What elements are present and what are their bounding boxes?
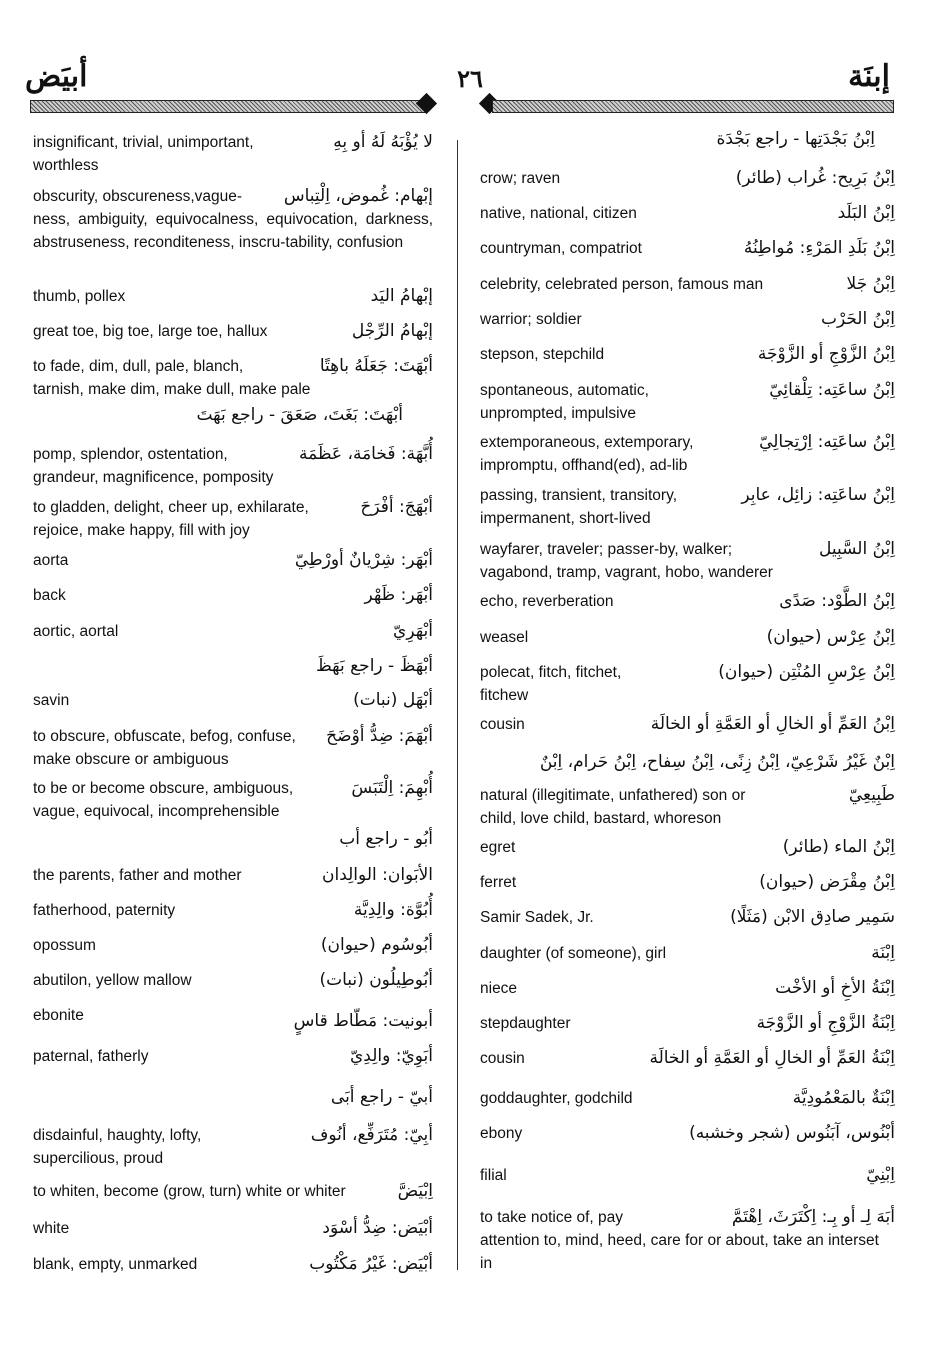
entry-arabic: أُبْهِمَ: اِلْتَبَسَ [351,778,433,798]
entry-arabic: أبْهَر: شِرْيانٌ أورْطِيّ [294,550,433,570]
entry-arabic: اِبْنَةُ الأخِ أو الأخْت [775,978,895,998]
entry-arabic: أبْهَتَ: بَغَتَ، صَعَقَ - راجع بَهَتَ [196,405,403,425]
entry-english: daughter (of someone), girl [480,945,667,962]
entry-english-cont: unprompted, impulsive [480,405,636,422]
entry-english: stepdaughter [480,1015,571,1032]
entry-arabic: أبْهَل (نبات) [353,690,433,710]
entry-arabic: إبْهامُ الرِّجْل [351,321,433,341]
header-rule-right [492,100,894,113]
entry-arabic: اِبْنُ ساعَتِه: اِرْتِجالِيّ [759,432,895,452]
entry-arabic: أبْيَض: ضِدُّ أسْوَد [322,1218,433,1238]
entry-english-cont: vagabond, tramp, vagrant, hobo, wanderer [480,564,773,581]
entry-english: white [33,1220,70,1237]
entry-english: fatherhood, paternity [33,902,176,919]
entry-english: egret [480,839,516,856]
entry-english-cont: attention to, mind, heed, care for or about, take an interset in [480,1232,879,1272]
entry-arabic: اِبْنُ بَلَدِ المَرْءِ: مُواطِنُهُ [743,238,895,258]
entry-english: aortic, aortal [33,623,119,640]
entry-english: Samir Sadek, Jr. [480,909,594,926]
entry-english: goddaughter, godchild [480,1090,633,1107]
entry-english-cont: impermanent, short-lived [480,510,651,527]
entry-arabic: أبْهَظَ - راجع بَهَظَ [316,656,433,676]
entry-english: the parents, father and mother [33,867,242,884]
entry-arabic: أبْهَرِيّ [393,621,433,641]
entry-arabic: أبُوطِيلُون (نبات) [319,970,433,990]
entry-english-cont: worthless [33,157,99,174]
entry-arabic: اِبْنَةُ الزَّوْجِ أو الزَّوْجَة [756,1013,895,1033]
entry-english: echo, reverberation [480,593,614,610]
entry-arabic: أبيّ - راجع أبَى [330,1087,433,1107]
entry-english: extemporaneous, extemporary, [480,434,694,451]
entry-english: pomp, splendor, ostentation, [33,446,228,463]
entry-english-cont: child, love child, bastard, whoreson [480,810,722,827]
entry-english: disdainful, haughty, lofty, [33,1127,202,1144]
column-divider [457,140,458,1270]
entry-english: ferret [480,874,517,891]
entry-english: to take notice of, pay [480,1209,624,1226]
entry-english: insignificant, trivial, unimportant, [33,134,254,151]
entry-arabic: أبُو - راجع أب [339,829,433,849]
entry-english: to whiten, become (grow, turn) white or whiter [33,1183,346,1200]
entry-english: polecat, fitch, fitchet, [480,664,622,681]
entry-arabic: اِبْنُ ساعَتِه: زائِل، عابِر [741,485,895,505]
header-word-right: إبنَة [848,59,890,94]
entry-arabic: إبْهامُ اليَد [370,286,433,306]
entry-arabic: اِبْنُ بَجْدَتِها - راجع بَجْدَة [716,129,875,149]
entry-arabic: أبْهَتَ: جَعَلَهُ باهِتًا [319,356,433,376]
header-word-left: أبيَض [25,59,88,94]
entry-arabic: أبونيت: مَطّاط قاسٍ [293,1011,433,1031]
entry-english: cousin [480,716,525,733]
entry-arabic: اِبْنُ البَلَد [837,203,895,223]
entry-english-cont: make obscure or ambiguous [33,751,229,768]
entry-arabic: اِبْنَةٌ بالمَعْمُودِيَّة [792,1088,895,1108]
entry-english-cont: tarnish, make dim, make dull, make pale [33,381,311,398]
entry-arabic: إبْهام: غُموض، اِلْتِباس [283,186,433,206]
entry-arabic: أبِيّ: مُتَرَفِّع، أنُوف [310,1125,433,1145]
entry-english: spontaneous, automatic, [480,382,649,399]
entry-arabic: اِبْنُ العَمِّ أو الخالِ أو العَمَّةِ أو الخالَة [650,714,895,734]
entry-arabic: طَبِيعِيّ [848,785,895,805]
entry-arabic: اِبْنُ جَلا [846,274,895,294]
entry-arabic: اِبْنُ الزَّوْجِ أو الزَّوْجَة [757,344,895,364]
entry-english: to fade, dim, dull, pale, blanch, [33,358,244,375]
entry-arabic: أُبَّهَة: فَخامَة، عَظَمَة [299,444,433,464]
entry-arabic: أبْهَجَ: أفْرَحَ [360,497,433,517]
entry-english: cousin [480,1050,525,1067]
entry-english: thumb, pollex [33,288,126,305]
entry-arabic: اِبْيَضَّ [397,1181,433,1201]
entry-english-cont: ness, ambiguity, equivocalness, equivocation, darkness, abstruseness, reconditeness, inscru-tability, confusion [33,211,433,251]
entry-arabic: اِبْنُ عِرْسِ المُنْتِن (حيوان) [718,662,895,682]
entry-english: niece [480,980,518,997]
entry-english: paternal, fatherly [33,1048,149,1065]
entry-english: countryman, compatriot [480,240,642,257]
entry-english-cont: vague, equivocal, incomprehensible [33,803,280,820]
entry-arabic: اِبْنٌ غَيْرُ شَرْعِيّ، اِبْنُ زِنًى، اِبْنُ سِفاح، اِبْنُ حَرام، اِبْنٌ [539,752,895,772]
entry-english: passing, transient, transitory, [480,487,677,504]
entry-english: ebonite [33,1007,84,1024]
entry-english: opossum [33,937,96,954]
entry-english: obscurity, obscureness,vague- [33,188,243,205]
entry-arabic: أُبُوَّة: والِدِيَّة [353,900,433,920]
entry-english: great toe, big toe, large toe, hallux [33,323,268,340]
entry-english: filial [480,1167,507,1184]
entry-arabic: الأبَوان: الوالِدان [322,865,433,885]
entry-arabic: اِبْنِيّ [866,1165,895,1185]
entry-arabic: اِبْنُ بَرِيح: غُراب (طائر) [735,168,895,188]
entry-arabic: اِبْنُ السَّبِيل [818,539,895,559]
entry-arabic: لا يُؤْبَهُ لَهُ أو بِهِ [333,132,433,152]
entry-english: aorta [33,552,69,569]
entry-english: abutilon, yellow mallow [33,972,192,989]
entry-english-cont: supercilious, proud [33,1150,164,1167]
entry-english-cont: rejoice, make happy, fill with joy [33,522,250,539]
entry-arabic: أبْهَر: ظَهْر [364,585,433,605]
entry-english: savin [33,692,70,709]
entry-arabic: اِبْنُ الماء (طائر) [782,837,895,857]
entry-english: weasel [480,629,529,646]
entry-english-cont: grandeur, magnificence, pomposity [33,469,274,486]
entry-arabic: اِبْنُ الطَّوْد: صَدًى [779,591,895,611]
header-rule-left [30,100,426,113]
entry-english: wayfarer, traveler; passer-by, walker; [480,541,733,558]
entry-arabic: اِبْنُ ساعَتِه: تِلْقائِيّ [769,380,895,400]
entry-arabic: سَمِير صادِق الابْن (مَثَلًا) [730,907,895,927]
entry-english: blank, empty, unmarked [33,1256,198,1273]
entry-english: ebony [480,1125,523,1142]
entry-arabic: أبْيَض: غَيْرُ مَكْتُوب [309,1254,433,1274]
entry-english: to gladden, delight, cheer up, exhilarate, [33,499,309,516]
entry-arabic: اِبْنُ مِقْرَض (حيوان) [759,872,895,892]
entry-english-cont: fitchew [480,687,529,704]
entry-english: warrior; soldier [480,311,582,328]
entry-arabic: أبَوِيّ: والِدِيّ [349,1046,433,1066]
entry-arabic: أبُوسُوم (حيوان) [320,935,433,955]
entry-english: celebrity, celebrated person, famous man [480,276,764,293]
entry-english: back [33,587,66,604]
entry-arabic: اِبْنُ عِرْس (حيوان) [766,627,895,647]
entry-english: natural (illegitimate, unfathered) son or [480,787,746,804]
entry-arabic: أبَهَ لِـ أو بِـ: اِكْتَرَثَ، اِهْتَمَّ [731,1207,895,1227]
entry-english: native, national, citizen [480,205,637,222]
entry-english: crow; raven [480,170,561,187]
entry-arabic: اِبْنَةُ العَمِّ أو الخالِ أو العَمَّةِ أو الخالَة [649,1048,895,1068]
page-number: ٢٦ [457,64,483,93]
entry-arabic: أبْنُوس، آبَنُوس (شجر وخشبه) [689,1123,895,1143]
entry-arabic: اِبْنُ الحَرْب [820,309,895,329]
entry-english: stepson, stepchild [480,346,605,363]
entry-english-cont: impromptu, offhand(ed), ad-lib [480,457,688,474]
entry-english: to obscure, obfuscate, befog, confuse, [33,728,296,745]
entry-arabic: أبْهَمَ: ضِدُّ أوْضَحَ [326,726,433,746]
entry-english: to be or become obscure, ambiguous, [33,780,294,797]
entry-arabic: اِبْنَة [871,943,895,963]
